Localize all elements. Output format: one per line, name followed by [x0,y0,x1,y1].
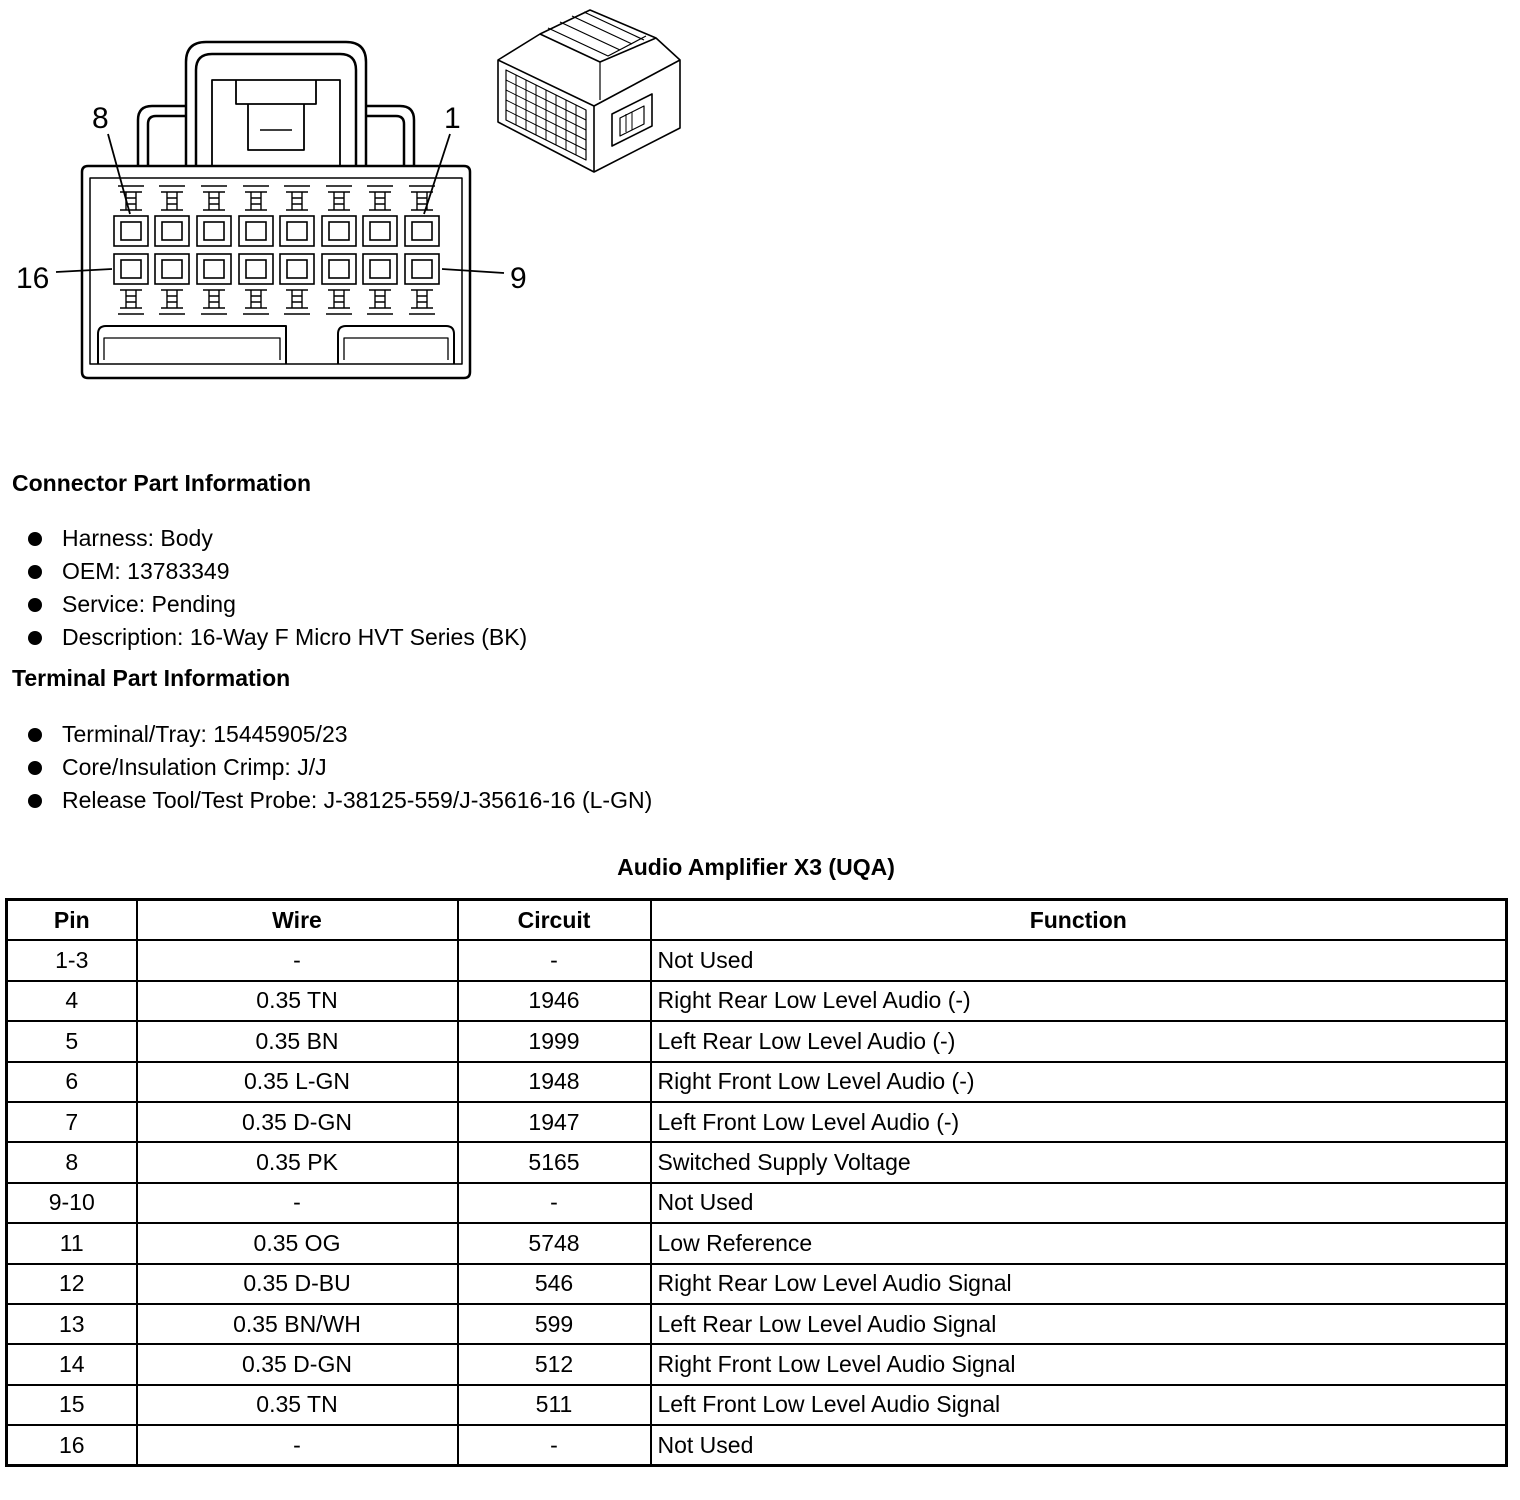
cell-pin: 11 [7,1223,137,1263]
connector-info-list [28,522,527,654]
cell-function: Right Rear Low Level Audio Signal [651,1264,1507,1304]
cell-circuit: 1946 [458,981,651,1021]
cell-function: Not Used [651,1183,1507,1223]
cell-wire: 0.35 D-GN [137,1344,458,1384]
cell-pin: 15 [7,1385,137,1425]
list-item: Core/Insulation Crimp: J/J [28,751,652,784]
header-function: Function [651,900,1507,941]
list-item: Harness: Body [28,522,527,555]
table-row [7,1223,1507,1263]
cell-circuit: - [458,1183,651,1223]
terminal-row-top [114,216,439,246]
header-wire: Wire [137,900,458,941]
table-row [7,1264,1507,1304]
cell-pin: 1-3 [7,940,137,980]
pin-label-1: 1 [444,102,461,135]
cell-circuit: 599 [458,1304,651,1344]
pin-label-16: 16 [16,262,50,295]
leader-line-pin-16 [56,269,112,272]
cell-circuit: - [458,1425,651,1466]
cell-pin: 8 [7,1142,137,1182]
cell-wire: 0.35 D-GN [137,1102,458,1142]
cell-wire: - [137,1425,458,1466]
table-row [7,1102,1507,1142]
cell-pin: 5 [7,1021,137,1061]
cell-pin: 16 [7,1425,137,1466]
cell-circuit: 546 [458,1264,651,1304]
cell-function: Left Front Low Level Audio (-) [651,1102,1507,1142]
terminal-info-heading: Terminal Part Information [12,665,291,691]
cell-circuit: 5748 [458,1223,651,1263]
header-pin: Pin [7,900,137,941]
cell-circuit: 1947 [458,1102,651,1142]
bullet-icon [28,598,42,612]
table-row [7,1304,1507,1344]
cell-pin: 12 [7,1264,137,1304]
pinout-table [5,898,1508,1467]
list-item: Release Tool/Test Probe: J-38125-559/J-35616-16 (L-GN) [28,784,652,817]
bullet-icon [28,794,42,808]
table-row [7,1021,1507,1061]
cell-pin: 4 [7,981,137,1021]
terminal-row-bottom [114,254,439,284]
cell-circuit: - [458,940,651,980]
bullet-icon [28,532,42,546]
cell-wire: 0.35 TN [137,981,458,1021]
table-row [7,1344,1507,1384]
list-item: OEM: 13783349 [28,555,527,588]
cell-wire: 0.35 BN/WH [137,1304,458,1344]
cell-circuit: 511 [458,1385,651,1425]
bullet-icon [28,761,42,775]
cell-function: Left Front Low Level Audio Signal [651,1385,1507,1425]
table-row [7,1425,1507,1466]
connector-diagram [0,0,720,420]
cell-pin: 9-10 [7,1183,137,1223]
cell-function: Left Rear Low Level Audio (-) [651,1021,1507,1061]
pin-label-9: 9 [510,262,527,295]
cell-wire: 0.35 BN [137,1021,458,1061]
terminal-info-list [28,718,652,817]
bullet-icon [28,565,42,579]
table-row [7,940,1507,980]
list-item: Terminal/Tray: 15445905/23 [28,718,652,751]
table-row [7,1385,1507,1425]
cell-function: Not Used [651,940,1507,980]
cell-pin: 6 [7,1062,137,1102]
cell-function: Right Front Low Level Audio Signal [651,1344,1507,1384]
connector-info-heading: Connector Part Information [12,470,312,496]
connector-key-right [338,326,454,364]
cell-function: Right Front Low Level Audio (-) [651,1062,1507,1102]
leader-line-pin-9 [442,269,504,273]
leader-line-pin-1 [424,134,450,214]
cell-pin: 7 [7,1102,137,1142]
table-row [7,981,1507,1021]
cell-wire: - [137,940,458,980]
cell-wire: 0.35 D-BU [137,1264,458,1304]
table-header-row [7,900,1507,941]
cell-circuit: 5165 [458,1142,651,1182]
list-item: Service: Pending [28,588,527,621]
cell-function: Not Used [651,1425,1507,1466]
cell-wire: 0.35 L-GN [137,1062,458,1102]
cell-wire: 0.35 TN [137,1385,458,1425]
connector-isometric-icon [498,10,680,172]
cell-function: Left Rear Low Level Audio Signal [651,1304,1507,1344]
cell-wire: 0.35 PK [137,1142,458,1182]
cell-wire: - [137,1183,458,1223]
pin-label-8: 8 [92,102,109,135]
list-item: Description: 16-Way F Micro HVT Series (BK) [28,621,527,654]
bullet-icon [28,728,42,742]
cell-function: Low Reference [651,1223,1507,1263]
connector-key-left [98,326,286,364]
cell-function: Switched Supply Voltage [651,1142,1507,1182]
cell-circuit: 1948 [458,1062,651,1102]
leader-line-pin-8 [108,134,130,214]
terminal-latches-bottom [118,290,435,314]
header-circuit: Circuit [458,900,651,941]
terminal-latches-top [118,186,435,210]
cell-pin: 14 [7,1344,137,1384]
table-row [7,1062,1507,1102]
cell-wire: 0.35 OG [137,1223,458,1263]
cell-circuit: 1999 [458,1021,651,1061]
table-row [7,1142,1507,1182]
bullet-icon [28,631,42,645]
cell-pin: 13 [7,1304,137,1344]
cell-circuit: 512 [458,1344,651,1384]
cell-function: Right Rear Low Level Audio (-) [651,981,1507,1021]
table-row [7,1183,1507,1223]
table-title: Audio Amplifier X3 (UQA) [617,854,895,880]
